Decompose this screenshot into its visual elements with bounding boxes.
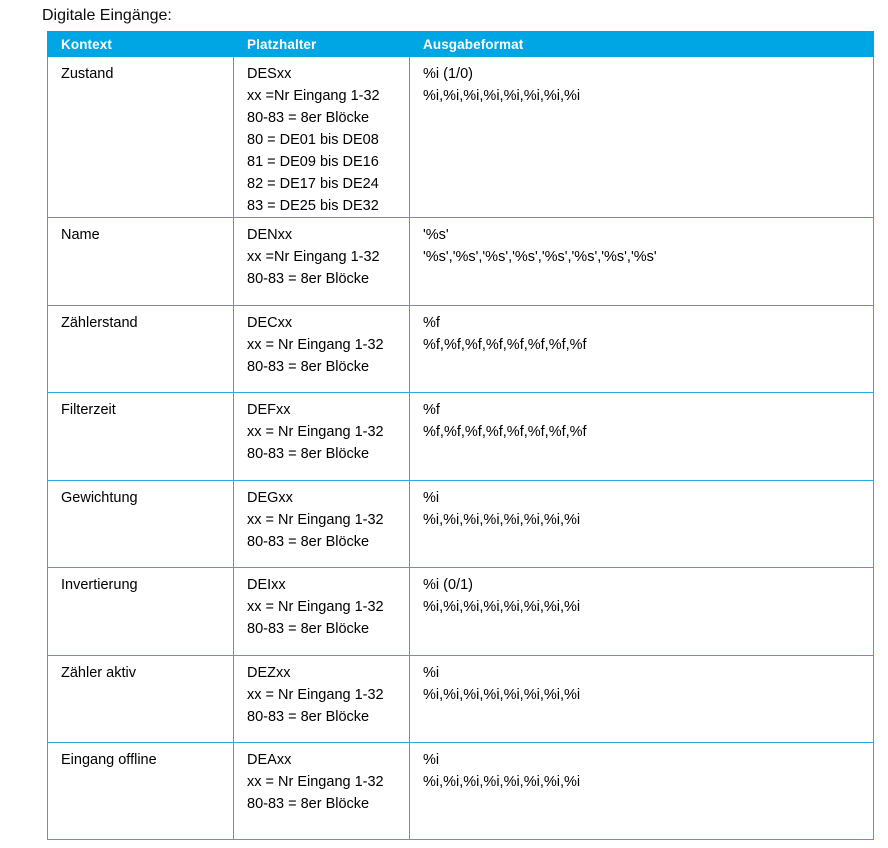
kontext-label: Eingang offline [61, 752, 157, 768]
kontext-cell [48, 218, 234, 306]
ausgabeformat-line: %i,%i,%i,%i,%i,%i,%i,%i [423, 599, 581, 615]
ausgabeformat-line: %f [423, 402, 440, 418]
platzhalter-line: DEIxx [247, 577, 286, 593]
table-row [48, 393, 874, 481]
platzhalter-line: DENxx [247, 227, 293, 243]
ausgabeformat-line: %f [423, 315, 440, 331]
platzhalter-cell [234, 306, 410, 393]
ausgabeformat-line: %i,%i,%i,%i,%i,%i,%i,%i [423, 512, 581, 528]
kontext-cell [48, 743, 234, 840]
platzhalter-line: DEZxx [247, 665, 291, 681]
kontext-label: Zählerstand [61, 315, 138, 331]
platzhalter-line: 80-83 = 8er Blöcke [247, 359, 370, 375]
column-header-platzhalter: Platzhalter [234, 32, 410, 57]
digital-inputs-table [47, 31, 874, 840]
table-row [48, 57, 874, 218]
ausgabeformat-cell [410, 218, 874, 306]
platzhalter-line: xx = Nr Eingang 1-32 [247, 599, 384, 615]
ausgabeformat-line: %i [423, 752, 440, 768]
kontext-cell [48, 568, 234, 656]
platzhalter-line: 83 = DE25 bis DE32 [247, 198, 379, 214]
table-row [48, 306, 874, 393]
platzhalter-line: 80 = DE01 bis DE08 [247, 132, 379, 148]
platzhalter-line: xx = Nr Eingang 1-32 [247, 512, 384, 528]
platzhalter-cell [234, 568, 410, 656]
ausgabeformat-cell [410, 656, 874, 743]
kontext-cell [48, 57, 234, 218]
page-title: Digitale Eingänge: [42, 7, 172, 24]
table-row [48, 481, 874, 568]
ausgabeformat-line: %i (0/1) [423, 577, 473, 593]
ausgabeformat-cell [410, 481, 874, 568]
platzhalter-line: DEFxx [247, 402, 291, 418]
table-row [48, 218, 874, 306]
platzhalter-cell [234, 743, 410, 840]
ausgabeformat-cell [410, 743, 874, 840]
platzhalter-line: 80-83 = 8er Blöcke [247, 446, 370, 462]
column-header-ausgabeformat: Ausgabeformat [410, 32, 874, 57]
platzhalter-cell [234, 481, 410, 568]
ausgabeformat-line: %f,%f,%f,%f,%f,%f,%f,%f [423, 424, 587, 440]
kontext-cell [48, 656, 234, 743]
kontext-label: Gewichtung [61, 490, 138, 506]
platzhalter-line: xx =Nr Eingang 1-32 [247, 249, 380, 265]
platzhalter-line: xx = Nr Eingang 1-32 [247, 687, 384, 703]
platzhalter-line: xx = Nr Eingang 1-32 [247, 337, 384, 353]
kontext-label: Name [61, 227, 100, 243]
ausgabeformat-line: '%s','%s','%s','%s','%s','%s','%s','%s' [423, 249, 657, 265]
platzhalter-line: xx =Nr Eingang 1-32 [247, 88, 380, 104]
table-row [48, 656, 874, 743]
platzhalter-line: 80-83 = 8er Blöcke [247, 796, 370, 812]
kontext-label: Invertierung [61, 577, 138, 593]
table-header-row [48, 32, 874, 57]
platzhalter-cell [234, 218, 410, 306]
platzhalter-line: 80-83 = 8er Blöcke [247, 534, 370, 550]
platzhalter-line: 81 = DE09 bis DE16 [247, 154, 379, 170]
ausgabeformat-line: %f,%f,%f,%f,%f,%f,%f,%f [423, 337, 587, 353]
platzhalter-line: xx = Nr Eingang 1-32 [247, 774, 384, 790]
platzhalter-line: 80-83 = 8er Blöcke [247, 110, 370, 126]
platzhalter-line: DEAxx [247, 752, 292, 768]
platzhalter-line: 80-83 = 8er Blöcke [247, 709, 370, 725]
kontext-label: Zähler aktiv [61, 665, 136, 681]
kontext-label: Zustand [61, 66, 114, 82]
ausgabeformat-line: '%s' [423, 227, 449, 243]
ausgabeformat-line: %i [423, 490, 440, 506]
platzhalter-line: xx = Nr Eingang 1-32 [247, 424, 384, 440]
column-header-kontext: Kontext [48, 32, 234, 57]
platzhalter-line: DECxx [247, 315, 293, 331]
ausgabeformat-cell [410, 306, 874, 393]
ausgabeformat-cell [410, 57, 874, 218]
platzhalter-line: DEGxx [247, 490, 293, 506]
platzhalter-cell [234, 393, 410, 481]
ausgabeformat-line: %i [423, 665, 440, 681]
ausgabeformat-line: %i,%i,%i,%i,%i,%i,%i,%i [423, 687, 581, 703]
platzhalter-line: 80-83 = 8er Blöcke [247, 621, 370, 637]
kontext-cell [48, 393, 234, 481]
kontext-cell [48, 481, 234, 568]
ausgabeformat-line: %i (1/0) [423, 66, 473, 82]
ausgabeformat-cell [410, 568, 874, 656]
ausgabeformat-cell [410, 393, 874, 481]
ausgabeformat-line: %i,%i,%i,%i,%i,%i,%i,%i [423, 88, 581, 104]
platzhalter-line: 80-83 = 8er Blöcke [247, 271, 370, 287]
platzhalter-line: DESxx [247, 66, 292, 82]
ausgabeformat-line: %i,%i,%i,%i,%i,%i,%i,%i [423, 774, 581, 790]
platzhalter-cell [234, 656, 410, 743]
table-row [48, 568, 874, 656]
table-row [48, 743, 874, 840]
platzhalter-cell [234, 57, 410, 218]
platzhalter-line: 82 = DE17 bis DE24 [247, 176, 379, 192]
kontext-cell [48, 306, 234, 393]
kontext-label: Filterzeit [61, 402, 116, 418]
